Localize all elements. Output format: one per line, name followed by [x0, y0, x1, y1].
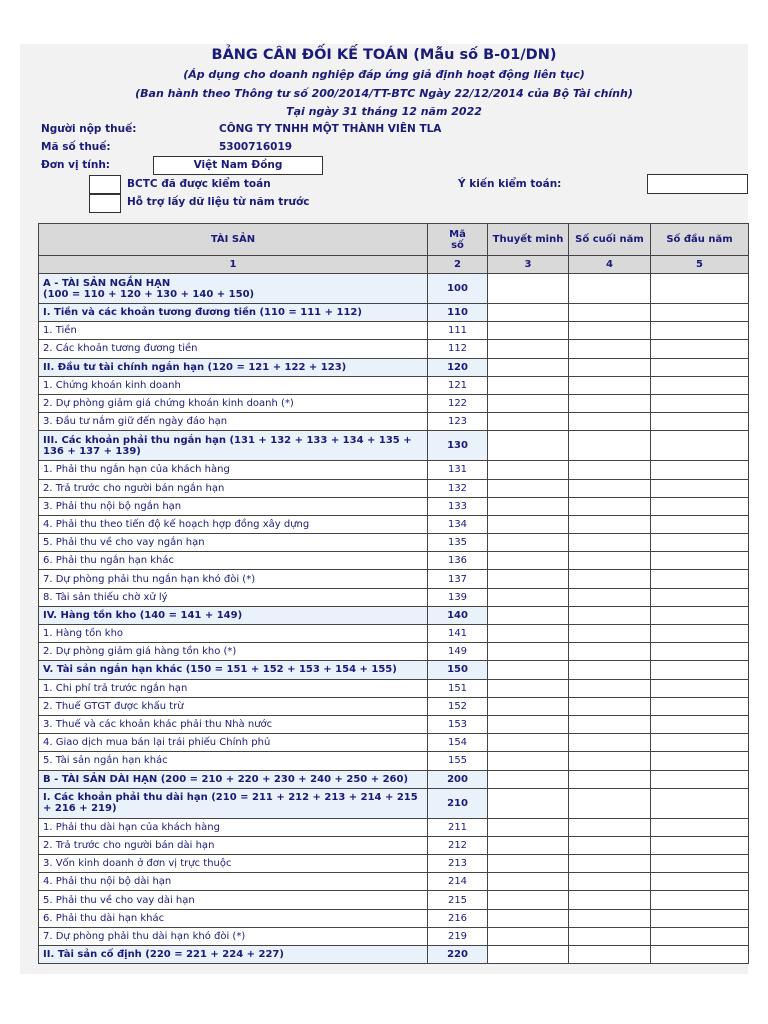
row-item-name: 2. Trả trước cho người bán dài hạn	[39, 836, 428, 854]
end-year-cell[interactable]	[569, 891, 651, 909]
row-item-code: 210	[428, 788, 488, 818]
row-item-name: 1. Tiền	[39, 322, 428, 340]
taxcode-label: Mã số thuế:	[41, 141, 111, 153]
note-cell[interactable]	[488, 534, 569, 552]
row-item-code: 141	[428, 625, 488, 643]
table-row	[39, 497, 749, 515]
row-item-name: I. Tiền và các khoản tương đương tiền (110 = 111 + 112)	[39, 304, 428, 322]
note-cell[interactable]	[488, 891, 569, 909]
row-item-code: 134	[428, 515, 488, 533]
table-row	[39, 625, 749, 643]
end-year-cell[interactable]	[569, 413, 651, 431]
row-item-code: 139	[428, 588, 488, 606]
row-item-code: 200	[428, 770, 488, 788]
note-cell[interactable]	[488, 873, 569, 891]
row-item-name: II. Đầu tư tài chính ngắn hạn (120 = 121 + 122 + 123)	[39, 358, 428, 376]
row-item-name: 7. Dự phòng phải thu dài hạn khó đòi (*)	[39, 927, 428, 945]
row-item-name: 1. Phải thu dài hạn của khách hàng	[39, 818, 428, 836]
table-row	[39, 479, 749, 497]
table-row	[39, 734, 749, 752]
table-row	[39, 818, 749, 836]
row-item-name: 3. Vốn kinh doanh ở đơn vị trực thuộc	[39, 855, 428, 873]
end-year-cell[interactable]	[569, 340, 651, 358]
row-item-name: 5. Tài sản ngắn hạn khác	[39, 752, 428, 770]
begin-year-cell[interactable]	[651, 552, 749, 570]
end-year-cell[interactable]	[569, 697, 651, 715]
end-year-cell[interactable]	[569, 431, 651, 461]
begin-year-cell[interactable]	[651, 788, 749, 818]
col-number: 1	[39, 256, 428, 274]
row-item-code: 214	[428, 873, 488, 891]
end-year-cell[interactable]	[569, 552, 651, 570]
end-year-cell[interactable]	[569, 322, 651, 340]
col-header-note: Thuyết minh	[488, 224, 569, 256]
note-cell[interactable]	[488, 818, 569, 836]
begin-year-cell[interactable]	[651, 431, 749, 461]
row-item-code: 220	[428, 946, 488, 964]
end-year-cell[interactable]	[569, 606, 651, 624]
row-item-code: 122	[428, 394, 488, 412]
col-number: 5	[651, 256, 749, 274]
begin-year-cell[interactable]	[651, 643, 749, 661]
row-item-code: 215	[428, 891, 488, 909]
end-year-cell[interactable]	[569, 818, 651, 836]
end-year-cell[interactable]	[569, 304, 651, 322]
end-year-cell[interactable]	[569, 836, 651, 854]
end-year-cell[interactable]	[569, 358, 651, 376]
table-row	[39, 570, 749, 588]
unit-label: Đơn vị tính:	[41, 159, 111, 171]
note-cell[interactable]	[488, 376, 569, 394]
begin-year-cell[interactable]	[651, 891, 749, 909]
begin-year-cell[interactable]	[651, 358, 749, 376]
end-year-cell[interactable]	[569, 570, 651, 588]
row-item-name: 2. Các khoản tương đương tiền	[39, 340, 428, 358]
row-item-name: III. Các khoản phải thu ngắn hạn (131 + 132 + 133 + 134 + 135 + 136 + 137 + 139)	[39, 431, 428, 461]
taxpayer-value: CÔNG TY TNHH MỘT THÀNH VIÊN TLA	[219, 123, 442, 135]
note-cell[interactable]	[488, 855, 569, 873]
row-item-code: 155	[428, 752, 488, 770]
report-date: Tại ngày 31 tháng 12 năm 2022	[286, 105, 482, 118]
note-cell[interactable]	[488, 788, 569, 818]
col-header-code: Mã số	[428, 224, 488, 256]
table-row	[39, 643, 749, 661]
table-row	[39, 340, 749, 358]
begin-year-cell[interactable]	[651, 855, 749, 873]
begin-year-cell[interactable]	[651, 497, 749, 515]
begin-year-cell[interactable]	[651, 534, 749, 552]
row-item-name: 5. Phải thu về cho vay ngắn hạn	[39, 534, 428, 552]
end-year-cell[interactable]	[569, 946, 651, 964]
row-item-name: 3. Đầu tư nắm giữ đến ngày đáo hạn	[39, 413, 428, 431]
row-item-name: 1. Chứng khoán kinh doanh	[39, 376, 428, 394]
row-item-code: 150	[428, 661, 488, 679]
begin-year-cell[interactable]	[651, 715, 749, 733]
col-number: 2	[428, 256, 488, 274]
row-item-name: B - TÀI SẢN DÀI HẠN (200 = 210 + 220 + 230 + 240 + 250 + 260)	[39, 770, 428, 788]
note-cell[interactable]	[488, 734, 569, 752]
row-item-code: 154	[428, 734, 488, 752]
col-header-assets: TÀI SẢN	[39, 224, 428, 256]
row-item-code: 219	[428, 927, 488, 945]
table-row	[39, 376, 749, 394]
row-item-name: II. Tài sản cố định (220 = 221 + 224 + 227)	[39, 946, 428, 964]
row-item-code: 100	[428, 274, 488, 304]
table-row	[39, 413, 749, 431]
table-row	[39, 770, 749, 788]
unit-field[interactable]: Việt Nam Đồng	[153, 156, 323, 175]
begin-year-cell[interactable]	[651, 515, 749, 533]
table-row	[39, 873, 749, 891]
row-item-code: 110	[428, 304, 488, 322]
row-item-name: 4. Giao dịch mua bán lại trái phiếu Chính phủ	[39, 734, 428, 752]
begin-year-cell[interactable]	[651, 734, 749, 752]
table-row	[39, 697, 749, 715]
row-item-name: 4. Phải thu nội bộ dài hạn	[39, 873, 428, 891]
begin-year-cell[interactable]	[651, 818, 749, 836]
note-cell[interactable]	[488, 588, 569, 606]
end-year-cell[interactable]	[569, 679, 651, 697]
note-cell[interactable]	[488, 322, 569, 340]
taxpayer-label: Người nộp thuế:	[41, 123, 137, 135]
row-item-name: 7. Dự phòng phải thu ngắn hạn khó đòi (*)	[39, 570, 428, 588]
row-item-code: 131	[428, 461, 488, 479]
end-year-cell[interactable]	[569, 461, 651, 479]
table-row	[39, 788, 749, 818]
begin-year-cell[interactable]	[651, 697, 749, 715]
row-item-name: A - TÀI SẢN NGẮN HẠN (100 = 110 + 120 + 130 + 140 + 150)	[39, 274, 428, 304]
note-cell[interactable]	[488, 431, 569, 461]
row-item-name: 1. Hàng tồn kho	[39, 625, 428, 643]
table-row	[39, 515, 749, 533]
note-cell[interactable]	[488, 836, 569, 854]
row-item-name: 2. Trả trước cho người bán ngắn hạn	[39, 479, 428, 497]
end-year-cell[interactable]	[569, 376, 651, 394]
note-cell[interactable]	[488, 552, 569, 570]
row-item-name: 8. Tài sản thiếu chờ xử lý	[39, 588, 428, 606]
row-item-name: 3. Phải thu nội bộ ngắn hạn	[39, 497, 428, 515]
prev-year-checkbox[interactable]	[89, 194, 121, 213]
row-item-name: 2. Thuế GTGT được khấu trừ	[39, 697, 428, 715]
begin-year-cell[interactable]	[651, 752, 749, 770]
begin-year-cell[interactable]	[651, 909, 749, 927]
end-year-cell[interactable]	[569, 909, 651, 927]
audit-opinion-field[interactable]	[647, 174, 748, 194]
end-year-cell[interactable]	[569, 661, 651, 679]
begin-year-cell[interactable]	[651, 413, 749, 431]
begin-year-cell[interactable]	[651, 304, 749, 322]
table-row	[39, 431, 749, 461]
table-row	[39, 304, 749, 322]
begin-year-cell[interactable]	[651, 394, 749, 412]
row-item-code: 140	[428, 606, 488, 624]
note-cell[interactable]	[488, 752, 569, 770]
begin-year-cell[interactable]	[651, 770, 749, 788]
note-cell[interactable]	[488, 697, 569, 715]
row-item-name: 6. Phải thu dài hạn khác	[39, 909, 428, 927]
note-cell[interactable]	[488, 413, 569, 431]
row-item-code: 133	[428, 497, 488, 515]
row-item-code: 152	[428, 697, 488, 715]
row-item-name: I. Các khoản phải thu dài hạn (210 = 211 + 212 + 213 + 214 + 215 + 216 + 219)	[39, 788, 428, 818]
row-item-name: 6. Phải thu ngắn hạn khác	[39, 552, 428, 570]
row-item-name: 5. Phải thu về cho vay dài hạn	[39, 891, 428, 909]
note-cell[interactable]	[488, 304, 569, 322]
row-item-code: 153	[428, 715, 488, 733]
note-cell[interactable]	[488, 909, 569, 927]
table-row	[39, 836, 749, 854]
begin-year-cell[interactable]	[651, 461, 749, 479]
table-row	[39, 552, 749, 570]
note-cell[interactable]	[488, 661, 569, 679]
col-number: 4	[569, 256, 651, 274]
row-item-code: 212	[428, 836, 488, 854]
table-row	[39, 927, 749, 945]
begin-year-cell[interactable]	[651, 927, 749, 945]
row-item-code: 149	[428, 643, 488, 661]
begin-year-cell[interactable]	[651, 661, 749, 679]
table-row	[39, 946, 749, 964]
row-item-code: 213	[428, 855, 488, 873]
end-year-cell[interactable]	[569, 715, 651, 733]
audited-label: BCTC đã được kiểm toán	[127, 178, 271, 190]
row-item-code: 137	[428, 570, 488, 588]
row-item-name: V. Tài sản ngắn hạn khác (150 = 151 + 152 + 153 + 154 + 155)	[39, 661, 428, 679]
col-header-begin-year: Số đầu năm	[651, 224, 749, 256]
end-year-cell[interactable]	[569, 515, 651, 533]
audit-opinion-label: Ý kiến kiểm toán:	[458, 178, 562, 190]
table-row	[39, 679, 749, 697]
row-item-code: 120	[428, 358, 488, 376]
begin-year-cell[interactable]	[651, 340, 749, 358]
begin-year-cell[interactable]	[651, 946, 749, 964]
note-cell[interactable]	[488, 340, 569, 358]
table-row	[39, 855, 749, 873]
row-item-name: 2. Dự phòng giảm giá hàng tồn kho (*)	[39, 643, 428, 661]
taxcode-value: 5300716019	[219, 141, 293, 153]
row-item-code: 111	[428, 322, 488, 340]
begin-year-cell[interactable]	[651, 479, 749, 497]
table-row	[39, 588, 749, 606]
row-item-code: 216	[428, 909, 488, 927]
begin-year-cell[interactable]	[651, 570, 749, 588]
row-item-code: 112	[428, 340, 488, 358]
end-year-cell[interactable]	[569, 873, 651, 891]
note-cell[interactable]	[488, 770, 569, 788]
row-item-name: 1. Chi phí trả trước ngắn hạn	[39, 679, 428, 697]
table-row	[39, 752, 749, 770]
table-row	[39, 606, 749, 624]
end-year-cell[interactable]	[569, 788, 651, 818]
table-row	[39, 534, 749, 552]
table-row	[39, 661, 749, 679]
note-cell[interactable]	[488, 515, 569, 533]
note-cell[interactable]	[488, 497, 569, 515]
end-year-cell[interactable]	[569, 855, 651, 873]
row-item-name: IV. Hàng tồn kho (140 = 141 + 149)	[39, 606, 428, 624]
note-cell[interactable]	[488, 358, 569, 376]
end-year-cell[interactable]	[569, 588, 651, 606]
table-row	[39, 461, 749, 479]
note-cell[interactable]	[488, 643, 569, 661]
row-item-code: 211	[428, 818, 488, 836]
end-year-cell[interactable]	[569, 643, 651, 661]
note-cell[interactable]	[488, 606, 569, 624]
note-cell[interactable]	[488, 479, 569, 497]
row-item-name: 1. Phải thu ngắn hạn của khách hàng	[39, 461, 428, 479]
row-item-code: 135	[428, 534, 488, 552]
begin-year-cell[interactable]	[651, 625, 749, 643]
table-row	[39, 322, 749, 340]
report-subtitle-circular: (Ban hành theo Thông tư số 200/2014/TT-BTC Ngày 22/12/2014 của Bộ Tài chính)	[135, 87, 633, 100]
end-year-cell[interactable]	[569, 394, 651, 412]
row-item-code: 130	[428, 431, 488, 461]
note-cell[interactable]	[488, 570, 569, 588]
table-row	[39, 394, 749, 412]
begin-year-cell[interactable]	[651, 376, 749, 394]
note-cell[interactable]	[488, 461, 569, 479]
end-year-cell[interactable]	[569, 534, 651, 552]
end-year-cell[interactable]	[569, 927, 651, 945]
audited-checkbox[interactable]	[89, 175, 121, 194]
begin-year-cell[interactable]	[651, 836, 749, 854]
end-year-cell[interactable]	[569, 770, 651, 788]
table-row	[39, 715, 749, 733]
table-row	[39, 891, 749, 909]
row-item-code: 151	[428, 679, 488, 697]
end-year-cell[interactable]	[569, 734, 651, 752]
end-year-cell[interactable]	[569, 752, 651, 770]
begin-year-cell[interactable]	[651, 873, 749, 891]
note-cell[interactable]	[488, 927, 569, 945]
end-year-cell[interactable]	[569, 497, 651, 515]
prev-year-label: Hỗ trợ lấy dữ liệu từ năm trước	[127, 196, 310, 208]
begin-year-cell[interactable]	[651, 606, 749, 624]
row-item-code: 136	[428, 552, 488, 570]
report-subtitle-scope: (Áp dụng cho doanh nghiệp đáp ứng giả định hoạt động liên tục)	[183, 68, 585, 81]
row-item-code: 132	[428, 479, 488, 497]
table-row	[39, 358, 749, 376]
note-cell[interactable]	[488, 679, 569, 697]
note-cell[interactable]	[488, 625, 569, 643]
end-year-cell[interactable]	[569, 625, 651, 643]
end-year-cell[interactable]	[569, 479, 651, 497]
col-number: 3	[488, 256, 569, 274]
note-cell[interactable]	[488, 274, 569, 304]
table-row	[39, 274, 749, 304]
table-row	[39, 909, 749, 927]
row-item-name: 3. Thuế và các khoản khác phải thu Nhà nước	[39, 715, 428, 733]
note-cell[interactable]	[488, 946, 569, 964]
begin-year-cell[interactable]	[651, 588, 749, 606]
row-item-name: 2. Dự phòng giảm giá chứng khoán kinh doanh (*)	[39, 394, 428, 412]
row-item-name: 4. Phải thu theo tiến độ kế hoạch hợp đồng xây dựng	[39, 515, 428, 533]
row-item-code: 123	[428, 413, 488, 431]
end-year-cell[interactable]	[569, 274, 651, 304]
begin-year-cell[interactable]	[651, 679, 749, 697]
begin-year-cell[interactable]	[651, 274, 749, 304]
note-cell[interactable]	[488, 715, 569, 733]
col-header-end-year: Số cuối năm	[569, 224, 651, 256]
note-cell[interactable]	[488, 394, 569, 412]
balance-sheet-table	[38, 223, 749, 964]
report-title: BẢNG CÂN ĐỐI KẾ TOÁN (Mẫu số B-01/DN)	[211, 47, 557, 63]
begin-year-cell[interactable]	[651, 322, 749, 340]
row-item-code: 121	[428, 376, 488, 394]
